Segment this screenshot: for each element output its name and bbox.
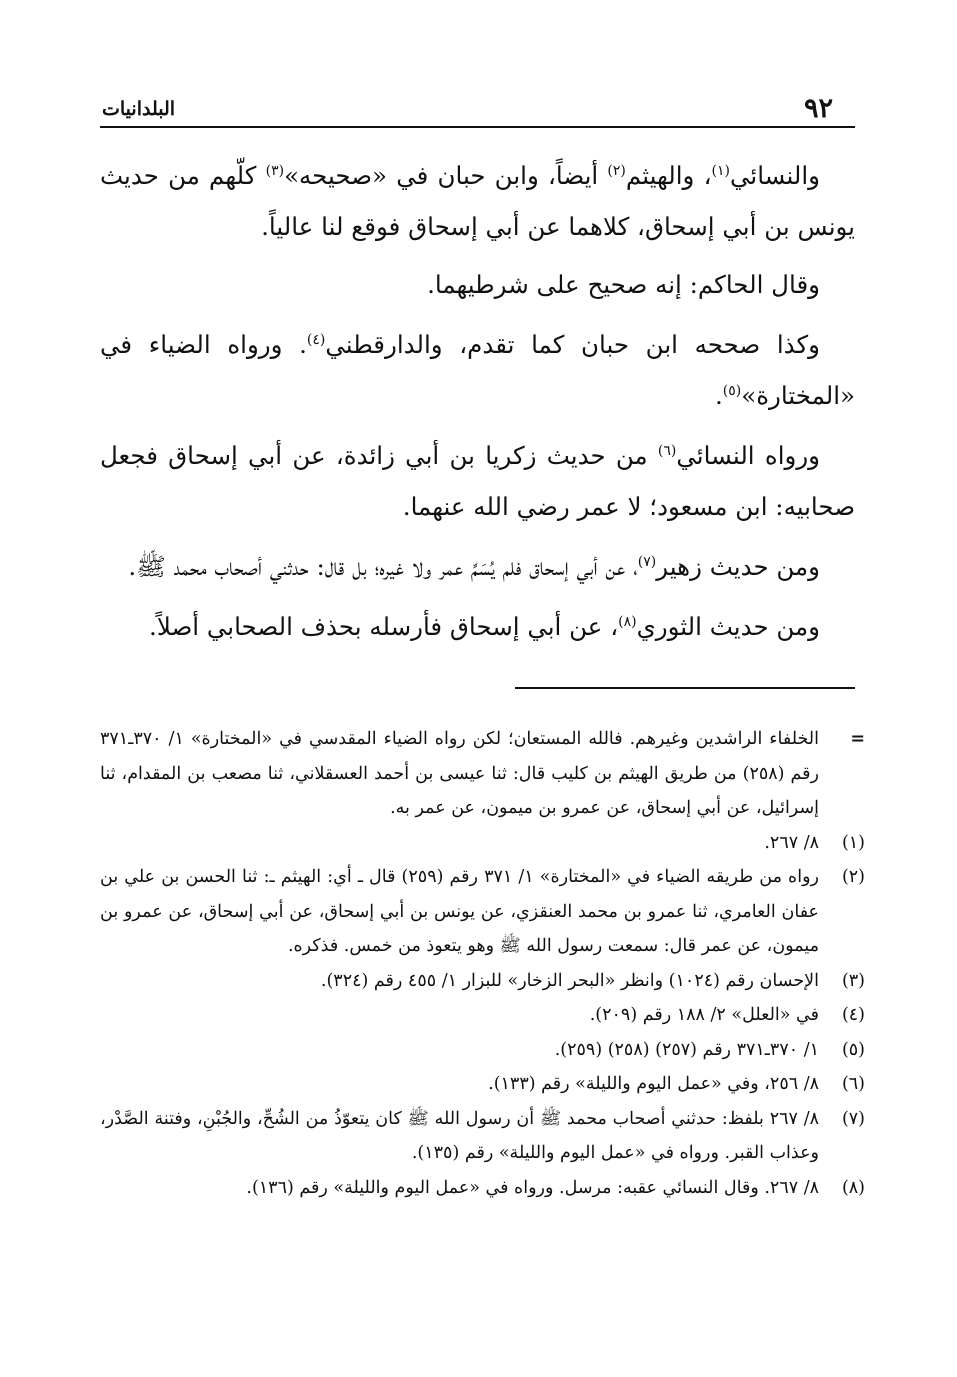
paragraph: ومن حديث زهير$^{(٧)}$، عن أبي إسحاق فلم يُسَمِّ عمر ولا غيره؛ بل قال: حدثني أصحاب محمد ﷺ. — [128, 552, 820, 581]
footnote-number: (٧) — [841, 1108, 865, 1129]
page-number: ٩٢ — [803, 93, 833, 124]
footnote-text: رواه من طريقه الضياء في «المختارة» ١/ ٣٧١ رقم (٢٥٩) قال ـ أي: الهيثم ـ: ثنا الحسن بن علي بن عفان العامري، ثنا عمرو بن محمد العنقزي، عن يونس بن أبي إسحاق، عن أبي إسحاق، عن عمرو بن ميمون، عن عمر قال: سمعت رسول الله ﷺ وهو يتعوذ من خمس. فذكره. — [100, 867, 819, 956]
footnote-number: (٦) — [841, 1074, 865, 1094]
footnote-text: ٨/ ٢٦٧. — [764, 832, 819, 853]
paragraph: والنسائي$^{(١)}$، والهيثم$^{(٢)}$ أيضاً، وابن حبان في «صحيحه»$^{(٣)}$ كلّهم من حديث يونس بن أبي إسحاق، كلاهما عن أبي إسحاق فوقع لنا عالياً. — [100, 161, 855, 241]
page-header — [100, 88, 855, 128]
footnote-text: الإحسان رقم (١٠٢٤) وانظر «البحر الزخار» للبزار ١/ ٤٥٥ رقم (٣٢٤). — [320, 970, 819, 991]
footnote — [100, 998, 865, 1033]
footnote — [100, 826, 865, 861]
footnote-text: ٨/ ٢٦٧ بلفظ: حدثني أصحاب محمد ﷺ أن رسول الله ﷺ كان يتعوّذُ من الشُحِّ، والجُبْنِ، وفتنة الصَّدْر، وعذاب القبر. ورواه في «عمل اليوم والليلة» رقم (١٣٥). — [100, 1108, 819, 1163]
running-title: البلدانيات — [102, 98, 176, 120]
footnote-number: (٤) — [841, 1005, 865, 1025]
footnote-number: (٣) — [841, 970, 865, 991]
footnote — [100, 1067, 865, 1102]
footnote-number: (٨) — [841, 1177, 865, 1198]
footnote — [100, 860, 865, 964]
footnote-text: ٨/ ٢٥٦، وفي «عمل اليوم والليلة» رقم (١٣٣). — [488, 1074, 819, 1094]
footnote — [100, 1033, 865, 1068]
footnote-divider — [515, 687, 855, 689]
footnote-text: ١/ ٣٧٠ـ٣٧١ رقم (٢٥٧) (٢٥٨) (٢٥٩). — [554, 1039, 819, 1060]
paragraph: وكذا صححه ابن حبان كما تقدم، والدارقطني$^{(٤)}$. ورواه الضياء في «المختارة»$^{(٥)}$. — [100, 330, 855, 410]
paragraph: ورواه النسائي$^{(٦)}$ من حديث زكريا بن أبي زائدة، عن أبي إسحاق فجعل صحابيه: ابن مسعود؛ لا عمر رضي الله عنهما. — [100, 441, 855, 521]
footnote — [100, 1102, 865, 1171]
main-text — [100, 150, 855, 661]
footnote — [100, 1171, 865, 1206]
footnote — [100, 964, 865, 999]
footnote-number: (٥) — [841, 1039, 865, 1060]
paragraph: ومن حديث الثوري$^{(٨)}$، عن أبي إسحاق فأرسله بحذف الصحابي أصلاً. — [149, 612, 820, 641]
paragraph: وقال الحاكم: إنه صحيح على شرطيهما. — [427, 270, 820, 299]
footnote-text: الخلفاء الراشدين وغيرهم. فالله المستعان؛ لكن رواه الضياء المقدسي في «المختارة» ١/ ٣٧٠ـ٣٧١ رقم (٢٥٨) من طريق الهيثم بن كليب قال: ثنا عيسى بن أحمد العسقلاني، ثنا مصعب بن المقدام، ثنا إسرائيل، عن أبي إسحاق، عن عمرو بن ميمون، عن عمر به. — [100, 729, 819, 818]
footnote-number: (١) — [841, 832, 865, 853]
continuation-mark: = — [850, 729, 865, 749]
footnote-text: في «العلل» ٢/ ١٨٨ رقم (٢٠٩). — [589, 1005, 819, 1025]
footnotes — [100, 722, 865, 1205]
footnote-text: ٨/ ٢٦٧. وقال النسائي عقبه: مرسل. ورواه في «عمل اليوم والليلة» رقم (١٣٦). — [246, 1177, 819, 1198]
footnote-number: (٢) — [841, 867, 865, 887]
footnote-continuation — [100, 722, 865, 826]
